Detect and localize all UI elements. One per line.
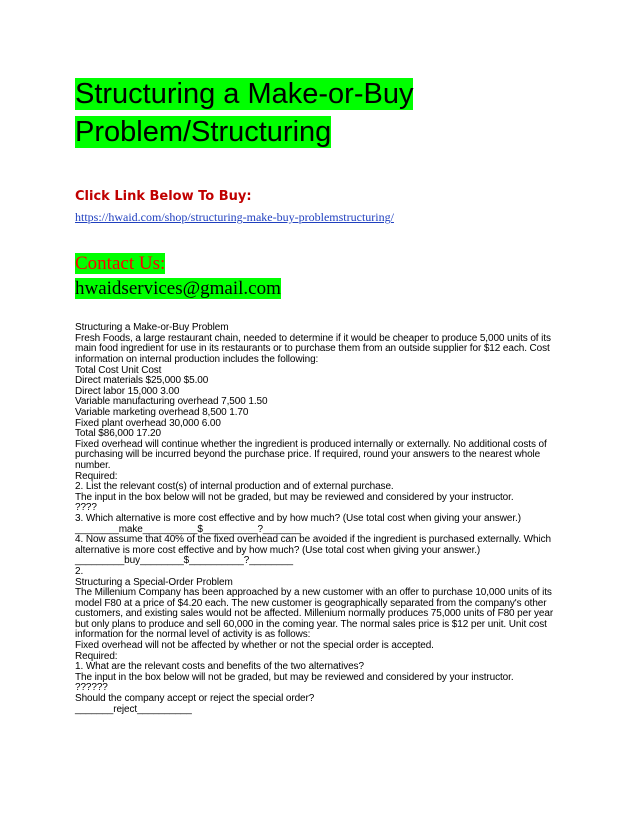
body-line: ?????? (75, 682, 108, 694)
body-line: _______reject__________ (75, 703, 192, 715)
body-line: Variable manufacturing overhead 7,500 1.50 (75, 396, 268, 408)
body-line: Should the company accept or reject the special order? (75, 693, 315, 705)
document-title (75, 74, 575, 149)
body-line: 2. List the relevant cost(s) of internal production and of external purchase. (75, 481, 394, 493)
buy-label: Click Link Below To Buy: (75, 189, 252, 205)
body-line: Fresh Foods, a large restaurant chain, needed to determine if it would be cheaper to produce 5,000 units of its main food ingredient for use in its restaurants or to purchase them from an outside supplier for $12 each. Cost information on internal production includes the following: (75, 332, 551, 366)
problem-text (75, 323, 563, 715)
body-line: Total $86,000 17.20 (75, 428, 161, 440)
buy-link[interactable]: https://hwaid.com/shop/structuring-make-buy-problemstructuring/ (75, 210, 394, 225)
body-line: ________make__________$__________?_______ (75, 523, 302, 535)
body-line: Variable marketing overhead 8,500 1.70 (75, 407, 249, 418)
title-text: Structuring a Make-or-Buy Problem/Structuring (75, 78, 414, 148)
body-line: 1. What are the relevant costs and benefits of the two alternatives? (75, 661, 364, 673)
body-line: Direct labor 15,000 3.00 (75, 385, 180, 397)
body-line: The input in the box below will not be graded, but may be reviewed and considered by your instructor. (75, 491, 514, 503)
body-line: Required: (75, 650, 118, 662)
body-line: 3. Which alternative is more cost effective and by how much? (Use total cost when giving your answer.) (75, 512, 521, 524)
body-line: The input in the box below will not be graded, but may be reviewed and considered by your instructor. (75, 671, 514, 683)
contact-label: Contact Us: (75, 253, 166, 275)
body-line: Fixed overhead will continue whether the ingredient is produced internally or externally. No additional costs of purchasing will be incurred beyond the purchase price. If required, round your answers to the nearest whole number. (75, 438, 547, 471)
body-line: Fixed overhead will not be affected by whether or not the special order is accepted. (75, 640, 434, 652)
body-line: 2. (75, 565, 84, 577)
contact-block (75, 251, 575, 301)
body-line: ???? (75, 502, 97, 514)
body-line: _________buy________$__________?________ (75, 555, 293, 567)
body-line: The Millenium Company has been approached by a new customer with an offer to purchase 10,000 units of its model F80 at a price of $4.20 each. The new customer is geographically separated from the company's other customers, and existing sales would not be affected. Millenium normally produces 75,000 units of F80 per year but only plans to produce and sell 60,000 in the coming year. The normal sales price is $12 per unit. Unit cost information for the normal level of activity is as follows: (75, 587, 554, 641)
document-page (75, 74, 575, 715)
contact-email[interactable]: hwaidservices@gmail.com (75, 278, 281, 300)
body-line: Direct materials $25,000 $5.00 (75, 375, 209, 387)
body-line: Total Cost Unit Cost (75, 364, 162, 376)
body-line: Required: (75, 470, 118, 482)
body-line: Structuring a Make-or-Buy Problem (75, 322, 229, 334)
body-line: Structuring a Special-Order Problem (75, 576, 233, 588)
body-line: 4. Now assume that 40% of the fixed overhead can be avoided if the ingredient is purchased externally. Which alternative is more cost effective and by how much? (Use total cost when giving your answer.) (75, 534, 551, 556)
body-line: Fixed plant overhead 30,000 6.00 (75, 417, 221, 429)
